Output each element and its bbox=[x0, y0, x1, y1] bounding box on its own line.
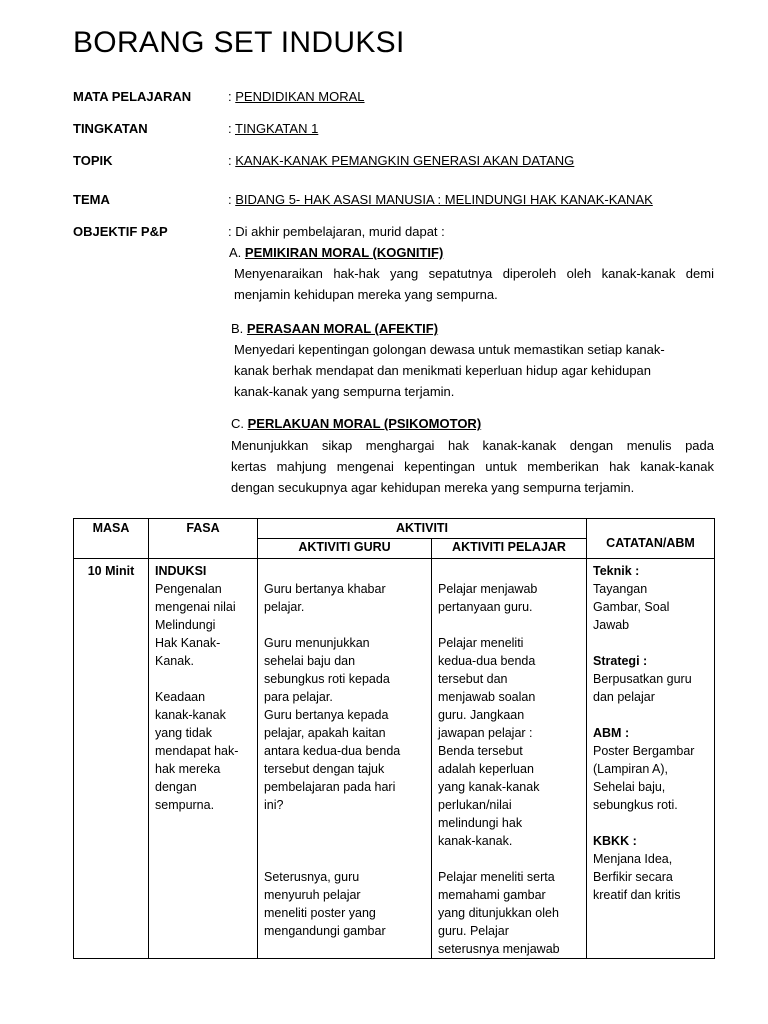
header-catatan: CATATAN/ABM bbox=[587, 519, 715, 559]
page-title: BORANG SET INDUKSI bbox=[73, 26, 405, 59]
lesson-table bbox=[73, 518, 715, 959]
info-value: BIDANG 5- HAK ASASI MANUSIA : MELINDUNGI HAK KANAK-KANAK bbox=[235, 192, 653, 207]
objective-b-heading: B. PERASAAN MORAL (AFEKTIF) bbox=[231, 321, 439, 336]
objective-c-heading: C. PERLAKUAN MORAL (PSIKOMOTOR) bbox=[231, 416, 482, 431]
cell-catatan: Teknik : Tayangan Gambar, Soal Jawab Strategi : Berpusatkan guru dan pelajar ABM : Poster Bergambar (Lampiran A), Sehelai baju, sebungkus roti. KBKK : Menjana Idea, Berfikir secara kreatif dan kritis bbox=[587, 559, 715, 959]
objective-b-text: Menyedari kepentingan golongan dewasa untuk memastikan setiap kanak- kanak berhak mendapat dan menikmati keperluan hidup agar kehidupan kanak-kanak yang sempurna terjamin. bbox=[234, 342, 665, 399]
header-aktiviti: AKTIVITI bbox=[258, 519, 587, 539]
table-row bbox=[74, 559, 715, 959]
info-value: : Di akhir pembelajaran, murid dapat : bbox=[228, 224, 445, 239]
info-value: PENDIDIKAN MORAL bbox=[235, 89, 365, 104]
header-aktiviti-pelajar: AKTIVITI PELAJAR bbox=[432, 539, 587, 559]
cell-masa: 10 Minit bbox=[74, 559, 149, 959]
info-value: KANAK-KANAK PEMANGKIN GENERASI AKAN DATANG bbox=[235, 153, 575, 168]
info-value: TINGKATAN 1 bbox=[235, 121, 319, 136]
cell-fasa: INDUKSI Pengenalan mengenai nilai Melindungi Hak Kanak- Kanak. Keadaan kanak-kanak yang tidak mendapat hak- hak mereka dengan sempurna. bbox=[149, 559, 258, 959]
cell-aktiviti-pelajar: Pelajar menjawab pertanyaan guru. Pelajar meneliti kedua-dua benda tersebut dan menjawab soalan guru. Jangkaan jawapan pelajar : Benda tersebut adalah keperluan yang kanak-kanak perlukan/nilai melindungi hak kanak-kanak. Pelajar meneliti serta memahami gambar yang ditunjukkan oleh guru. Pelajar seterusnya menjawab bbox=[432, 559, 587, 959]
header-aktiviti-guru: AKTIVITI GURU bbox=[258, 539, 432, 559]
objective-a-text: Menyenaraikan hak-hak yang sepatutnya diperoleh oleh kanak-kanak demi menjamin kehidupan mereka yang sempurna. bbox=[234, 266, 714, 302]
header-fasa: FASA bbox=[149, 519, 258, 559]
objective-c-text: Menunjukkan sikap menghargai hak kanak-kanak dengan menulis pada kertas mahjung mengenai kepentingan untuk memberikan hak kanak-kanak dengan secukupnya agar kehidupan mereka yang sempurna terjamin. bbox=[231, 438, 714, 495]
objective-a-heading: A. PEMIKIRAN MORAL (KOGNITIF) bbox=[229, 245, 444, 260]
info-label: TINGKATAN bbox=[73, 121, 148, 136]
info-label: OBJEKTIF P&P bbox=[73, 224, 168, 239]
cell-aktiviti-guru: Guru bertanya khabar pelajar. Guru menunjukkan sehelai baju dan sebungkus roti kepada para pelajar. Guru bertanya kepada pelajar, apakah kaitan antara kedua-dua benda tersebut dengan tajuk pembelajaran pada hari ini? Seterusnya, guru menyuruh pelajar meneliti poster yang mengandungi gambar bbox=[258, 559, 432, 959]
info-label: TOPIK bbox=[73, 153, 113, 168]
info-label: MATA PELAJARAN bbox=[73, 89, 192, 104]
info-label: TEMA bbox=[73, 192, 110, 207]
header-masa: MASA bbox=[74, 519, 149, 559]
